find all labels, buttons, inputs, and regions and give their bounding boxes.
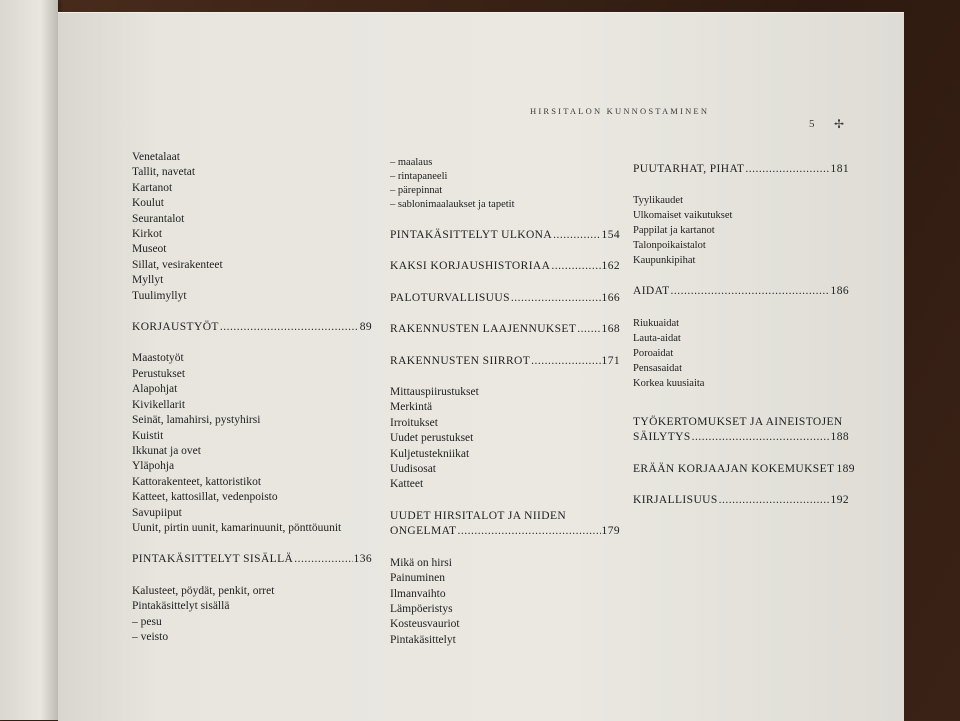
- toc-heading-rakennusten-laajennukset: [390, 322, 620, 337]
- toc-item: Koulut: [132, 197, 164, 210]
- toc-item: Mikä on hirsi: [390, 556, 452, 569]
- toc-heading-label: ERÄÄN KORJAAJAN KOKEMUKSET: [633, 462, 835, 475]
- ornament-icon: ✢: [834, 117, 845, 131]
- toc-heading-rakennusten-siirrot: [390, 354, 620, 369]
- dot-leader: [745, 162, 829, 177]
- toc-heading-page: 136: [353, 553, 372, 566]
- toc-item: Merkintä: [390, 401, 433, 414]
- dot-leader: [294, 552, 352, 567]
- toc-heading-page: 168: [601, 323, 620, 336]
- toc-item: Venetalaat: [132, 151, 180, 163]
- toc-item: – rintapaneeli: [390, 171, 448, 182]
- dot-leader: [671, 284, 830, 299]
- toc-heading-label: UUDET HIRSITALOT JA NIIDEN: [390, 509, 567, 522]
- toc-heading-page: 162: [601, 260, 620, 273]
- toc-item: – sablonimaalaukset ja tapetit: [390, 199, 515, 210]
- toc-item: Lämpöeristys: [390, 602, 453, 615]
- toc-list-col3-b: [633, 316, 849, 391]
- toc-heading-label: AIDAT: [633, 285, 670, 298]
- page-number: 5: [809, 118, 815, 130]
- toc-heading-page: 186: [830, 285, 849, 298]
- toc-heading-page: 189: [836, 462, 855, 475]
- toc-list-col2-b: [390, 385, 620, 493]
- dot-leader: [551, 259, 600, 274]
- toc-item: Pappilat ja kartanot: [633, 225, 715, 237]
- toc-heading-kirjallisuus: [633, 493, 849, 508]
- toc-heading-page: 179: [601, 525, 620, 538]
- dot-leader: [692, 430, 830, 445]
- toc-heading-page: 89: [359, 321, 372, 334]
- toc-list-col1-c: [132, 584, 372, 646]
- dot-leader: [719, 493, 830, 508]
- toc-item: Riukuaidat: [633, 317, 680, 329]
- toc-item: Savupiiput: [132, 506, 182, 519]
- dot-leader: [511, 291, 601, 306]
- toc-item: Kattorakenteet, kattoristikot: [132, 475, 262, 488]
- toc-item: Tyylikaudet: [633, 195, 684, 207]
- toc-item: Poroaidat: [633, 347, 674, 359]
- toc-heading-page: 171: [601, 354, 620, 367]
- toc-item: – pesu: [132, 615, 162, 628]
- toc-heading-label: TYÖKERTOMUKSET JA AINEISTOJEN: [633, 415, 843, 428]
- toc-item: Ikkunat ja ovet: [132, 444, 201, 457]
- toc-item: Pintakäsittelyt: [390, 633, 456, 646]
- toc-column-2: [390, 156, 620, 648]
- dot-leader: [220, 320, 359, 335]
- toc-item: Irroitukset: [390, 416, 438, 429]
- toc-item: Pintakäsittelyt sisällä: [132, 600, 230, 613]
- toc-item: Ulkomaiset vaikutukset: [633, 210, 733, 222]
- toc-heading-label: PUUTARHAT, PIHAT: [633, 163, 745, 175]
- toc-heading-tyokertomukset: [633, 415, 849, 446]
- toc-heading-label: KAKSI KORJAUSHISTORIAA: [390, 260, 551, 273]
- toc-heading-label: PINTAKÄSITTELYT ULKONA: [390, 229, 553, 241]
- toc-item: Lauta-aidat: [633, 332, 681, 344]
- toc-item: Kuljetustekniikat: [390, 447, 470, 460]
- toc-item: – maalaus: [390, 157, 433, 168]
- toc-item: Perustukset: [132, 367, 186, 380]
- dot-leader: [553, 228, 600, 243]
- toc-item: Mittauspiirustukset: [390, 386, 479, 399]
- toc-heading-korjaustyot: [132, 320, 372, 335]
- toc-list-col2-a: [390, 156, 620, 212]
- toc-list-col1-a: [132, 150, 372, 304]
- toc-item: Yläpohja: [132, 460, 175, 473]
- toc-column-1: [132, 150, 372, 645]
- toc-heading-eraan-korjaajan: [633, 462, 855, 477]
- toc-heading-aidat: [633, 284, 849, 299]
- toc-heading-page: 181: [830, 163, 849, 175]
- toc-item: Tallit, navetat: [132, 166, 196, 179]
- toc-heading-puutarhat-pihat: [633, 162, 849, 177]
- toc-item: Kaupunkipihat: [633, 255, 696, 267]
- toc-item: Katteet, kattosillat, vedenpoisto: [132, 491, 278, 504]
- toc-item: Myllyt: [132, 274, 164, 287]
- toc-item: Uunit, pirtin uunit, kamarinuunit, pönttöuunit: [132, 521, 342, 534]
- toc-item: Tuulimyllyt: [132, 289, 187, 302]
- left-page-edge: [0, 0, 58, 720]
- toc-item: – veisto: [132, 630, 169, 643]
- toc-heading-pintakasittelyt-sisalla: [132, 552, 372, 567]
- toc-item: Seurantalot: [132, 212, 185, 225]
- toc-item: Uudisosat: [390, 463, 436, 476]
- toc-item: Kivikellarit: [132, 398, 186, 411]
- toc-heading-label: RAKENNUSTEN SIIRROT: [390, 354, 531, 367]
- toc-heading-label: RAKENNUSTEN LAAJENNUKSET: [390, 323, 577, 336]
- toc-heading-uudet-hirsitalot: [390, 509, 620, 540]
- toc-item: Kosteusvauriot: [390, 618, 460, 631]
- running-header: HIRSITALON KUNNOSTAMINEN: [530, 106, 710, 116]
- dot-leader: [531, 354, 600, 369]
- toc-heading-label: KIRJALLISUUS: [633, 494, 718, 507]
- toc-item: Seinät, lamahirsi, pystyhirsi: [132, 414, 261, 427]
- toc-item: Talonpoikaistalot: [633, 240, 706, 252]
- toc-item: – pärepinnat: [390, 185, 443, 196]
- toc-item: Uudet perustukset: [390, 432, 474, 445]
- toc-column-3: [633, 162, 855, 508]
- toc-heading-paloturvallisuus: [390, 291, 620, 306]
- toc-item: Katteet: [390, 478, 424, 491]
- toc-heading-page: 154: [601, 229, 620, 241]
- toc-item: Ilmanvaihto: [390, 587, 446, 600]
- toc-heading-label: PINTAKÄSITTELYT SISÄLLÄ: [132, 553, 294, 566]
- toc-item: Korkea kuusiaita: [633, 377, 705, 389]
- toc-item: Maastotyöt: [132, 352, 184, 365]
- toc-heading-page: 188: [830, 431, 849, 444]
- toc-item: Kalusteet, pöydät, penkit, orret: [132, 584, 275, 597]
- toc-item: Kartanot: [132, 181, 173, 194]
- toc-list-col1-b: [132, 351, 372, 536]
- toc-item: Painuminen: [390, 572, 445, 585]
- toc-item: Pensasaidat: [633, 362, 682, 374]
- toc-item: Kirkot: [132, 228, 163, 241]
- dot-leader: [577, 322, 600, 337]
- toc-list-col2-c: [390, 556, 620, 648]
- toc-list-col3-a: [633, 193, 849, 268]
- toc-heading-label: PALOTURVALLISUUS: [390, 291, 510, 304]
- toc-item: Alapohjat: [132, 383, 178, 396]
- toc-item: Sillat, vesirakenteet: [132, 258, 223, 271]
- toc-heading-pintakasittelyt-ulkona: [390, 228, 620, 243]
- toc-heading-label-cont: SÄILYTYS: [633, 431, 691, 444]
- toc-heading-page: 166: [601, 291, 620, 304]
- toc-item: Kuistit: [132, 429, 164, 442]
- dot-leader: [457, 524, 600, 539]
- toc-heading-label: KORJAUSTYÖT: [132, 321, 219, 334]
- toc-heading-page: 192: [830, 494, 849, 507]
- toc-heading-label-cont: ONGELMAT: [390, 525, 457, 538]
- toc-heading-kaksi-korjaushistoriaa: [390, 259, 620, 274]
- toc-item: Museot: [132, 243, 167, 256]
